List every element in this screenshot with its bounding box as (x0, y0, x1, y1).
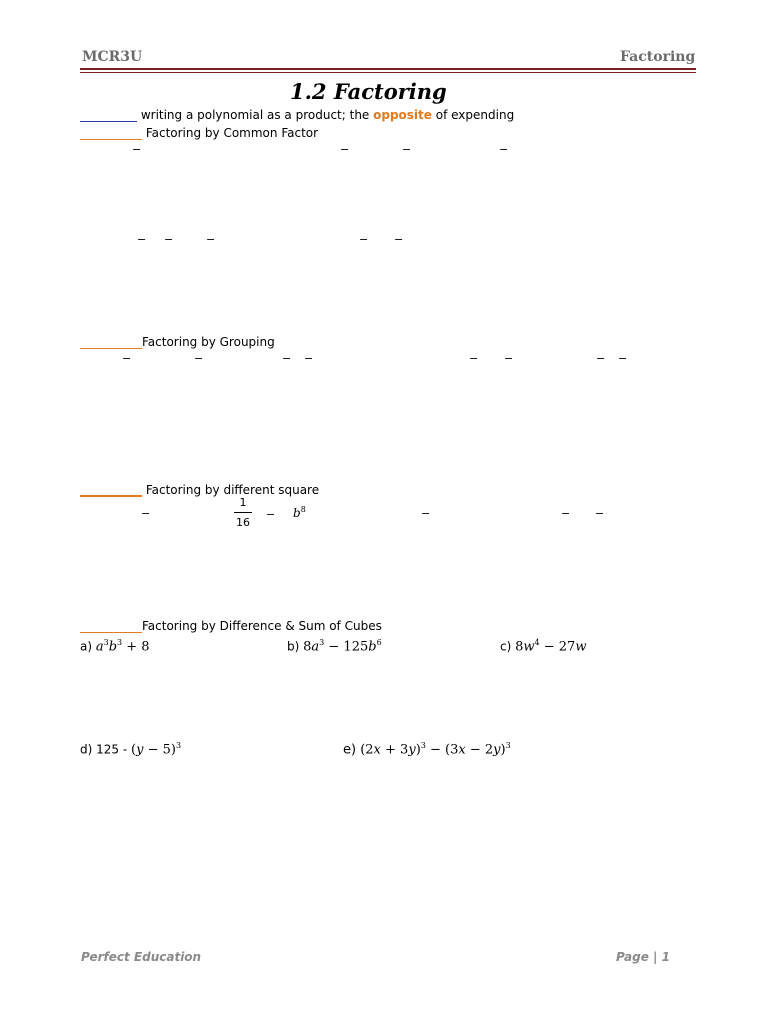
problem-a: a) $a^3b^3 + 8$ (80, 638, 150, 655)
section-grouping (80, 335, 275, 349)
definition-tail: of expending (431, 108, 515, 122)
minus-sign: − (206, 233, 216, 246)
section-blank (80, 619, 142, 633)
header-topic: Factoring (620, 49, 696, 65)
section-blank (80, 335, 142, 349)
b-exponent: 8 (300, 505, 306, 514)
minus-sign: − (164, 233, 174, 246)
page-title: 1.2 Factoring (290, 79, 447, 104)
minus-sign: − (504, 352, 514, 365)
section-label: Factoring by different square (142, 483, 320, 497)
definition-text: writing a polynomial as a product; the (137, 108, 374, 122)
problem-e: e) $(2x + 3y)^3 - (3x - 2y)^3$ (343, 741, 511, 758)
minus-sign: − (194, 352, 204, 365)
minus-sign: − (282, 352, 292, 365)
section-label: Factoring by Difference & Sum of Cubes (142, 619, 382, 633)
section-label: Factoring by Common Factor (142, 126, 319, 140)
minus-sign: − (141, 507, 151, 520)
minus-sign: − (469, 352, 479, 365)
section-difference-square (80, 482, 319, 497)
problem-label: c) (500, 639, 516, 654)
section-blank (80, 482, 142, 497)
minus-sign: − (137, 233, 147, 246)
problem-label: b) (287, 639, 304, 654)
minus-sign: − (304, 352, 314, 365)
minus-sign: − (340, 143, 350, 156)
footer-publisher: Perfect Education (81, 950, 202, 964)
definition-line (80, 108, 514, 122)
header-rule (80, 68, 696, 70)
fraction-numerator: 1 (234, 496, 252, 513)
course-code: MCR3U (82, 49, 143, 65)
minus-sign: − (421, 507, 431, 520)
section-label: Factoring by Grouping (142, 335, 275, 349)
minus-sign: − (402, 143, 412, 156)
problem-label: a) (80, 639, 96, 654)
minus-sign: − (122, 352, 132, 365)
minus-sign: − (266, 508, 276, 521)
minus-sign: − (595, 507, 605, 520)
minus-sign: − (596, 352, 606, 365)
minus-sign: − (499, 143, 509, 156)
minus-sign: − (359, 233, 369, 246)
problem-b: b) $8a^3 - 125b^6$ (287, 638, 382, 655)
b-power-term (293, 505, 306, 520)
header-rule-thin (80, 72, 696, 73)
problem-d: d) $125 - (y - 5)^3$ (80, 741, 182, 758)
b-variable: b (293, 506, 301, 520)
problem-label: e) (343, 742, 361, 758)
fraction-one-sixteenth (234, 496, 252, 529)
fraction-denominator: 16 (236, 516, 250, 529)
minus-sign: − (394, 233, 404, 246)
definition-highlight: opposite (373, 108, 432, 122)
minus-sign: − (618, 352, 628, 365)
minus-sign: − (561, 507, 571, 520)
minus-sign: − (132, 143, 142, 156)
section-blank (80, 126, 142, 140)
section-common-factor (80, 126, 318, 140)
definition-blank (80, 108, 137, 122)
section-cubes (80, 619, 382, 633)
problem-label: d) (80, 742, 97, 757)
page-number: Page | 1 (616, 950, 670, 964)
problem-c: c) $8w^4 - 27w$ (500, 638, 587, 655)
